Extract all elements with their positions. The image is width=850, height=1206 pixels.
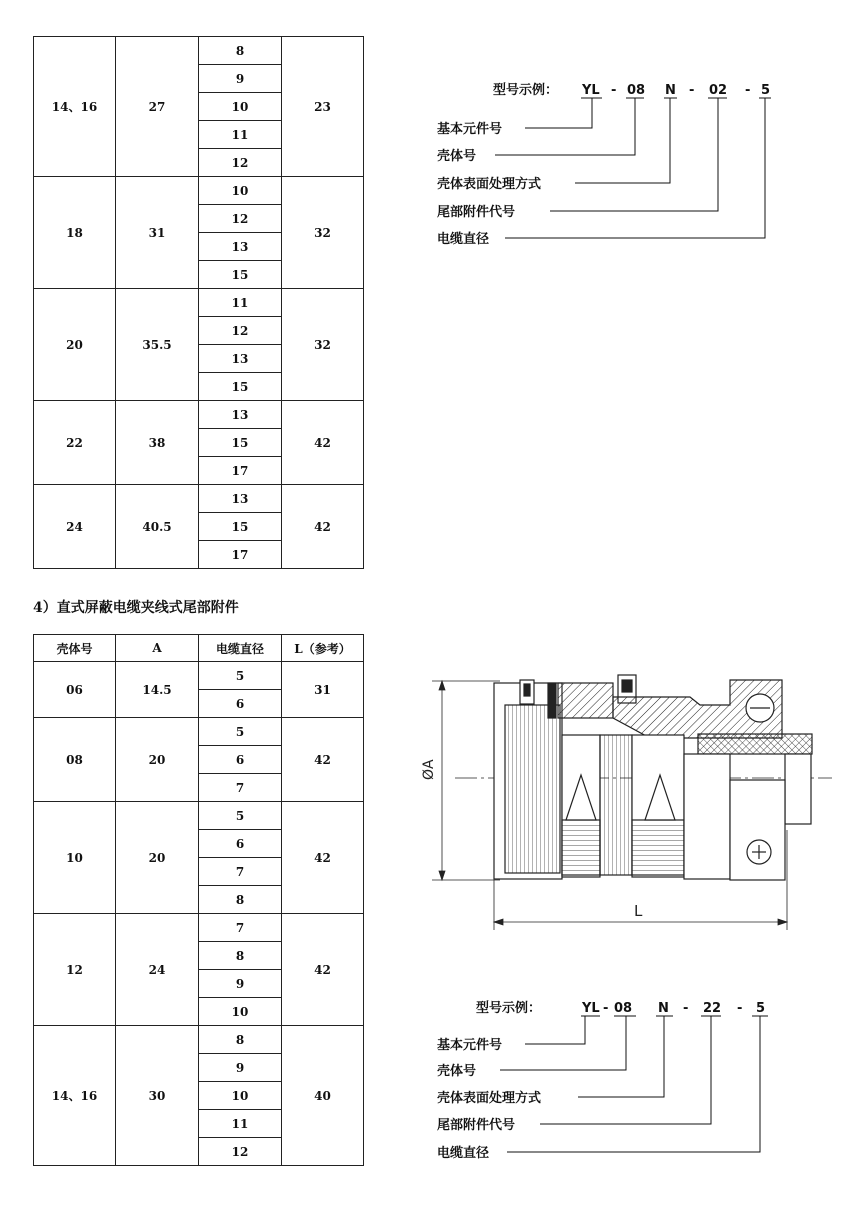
a-value-cell: 24 bbox=[116, 914, 199, 1026]
shell-cell: 08 bbox=[34, 718, 116, 802]
shell-cell: 06 bbox=[34, 662, 116, 718]
example2-label-accessory: 尾部附件代号 bbox=[437, 1118, 516, 1133]
example1-code-accessory: 02 bbox=[709, 83, 728, 98]
header-a: A bbox=[116, 635, 199, 662]
l-value-cell: 42 bbox=[282, 914, 364, 1026]
example1-code-finish: N bbox=[665, 83, 676, 98]
cable-diameter-cell: 8 bbox=[199, 1026, 282, 1054]
l-value-cell: 40 bbox=[282, 1026, 364, 1166]
cable-diameter-cell: 12 bbox=[199, 205, 282, 233]
example1-label-base: 基本元件号 bbox=[437, 122, 503, 137]
svg-text:-: - bbox=[611, 83, 617, 98]
l-value-cell: 42 bbox=[282, 718, 364, 802]
dim-l-label: L bbox=[634, 902, 643, 920]
l-value-cell: 31 bbox=[282, 662, 364, 718]
example1-label-cable: 电缆直径 bbox=[437, 232, 490, 247]
cable-diameter-cell: 6 bbox=[199, 746, 282, 774]
dim-a-label: ØA bbox=[421, 759, 437, 780]
cable-diameter-cell: 11 bbox=[199, 289, 282, 317]
cable-diameter-cell: 15 bbox=[199, 261, 282, 289]
a-value-cell: 35.5 bbox=[116, 289, 199, 401]
l-value-cell: 42 bbox=[282, 401, 364, 485]
a-value-cell: 20 bbox=[116, 802, 199, 914]
a-value-cell: 31 bbox=[116, 177, 199, 289]
example2-label-finish: 壳体表面处理方式 bbox=[437, 1091, 542, 1106]
a-value-cell: 14.5 bbox=[116, 662, 199, 718]
a-value-cell: 40.5 bbox=[116, 485, 199, 569]
cable-diameter-cell: 9 bbox=[199, 970, 282, 998]
cable-diameter-cell: 13 bbox=[199, 485, 282, 513]
svg-text:-: - bbox=[603, 1001, 609, 1016]
svg-text:-: - bbox=[745, 83, 751, 98]
cable-diameter-cell: 6 bbox=[199, 830, 282, 858]
example1-label-finish: 壳体表面处理方式 bbox=[437, 177, 542, 192]
example2-label-shell: 壳体号 bbox=[437, 1064, 477, 1079]
cable-diameter-cell: 8 bbox=[199, 942, 282, 970]
cable-diameter-cell: 12 bbox=[199, 317, 282, 345]
cable-diameter-cell: 12 bbox=[199, 1138, 282, 1166]
cable-diameter-cell: 8 bbox=[199, 886, 282, 914]
cable-diameter-cell: 6 bbox=[199, 690, 282, 718]
cable-diameter-cell: 8 bbox=[199, 37, 282, 65]
example2-code-accessory: 22 bbox=[703, 1001, 722, 1016]
example2-label-cable: 电缆直径 bbox=[437, 1146, 490, 1161]
l-value-cell: 23 bbox=[282, 37, 364, 177]
a-value-cell: 38 bbox=[116, 401, 199, 485]
cable-diameter-cell: 7 bbox=[199, 774, 282, 802]
cable-diameter-cell: 17 bbox=[199, 541, 282, 569]
l-value-cell: 32 bbox=[282, 289, 364, 401]
example1-title: 型号示例： bbox=[493, 83, 559, 98]
svg-text:-: - bbox=[737, 1001, 743, 1016]
cable-diameter-cell: 9 bbox=[199, 1054, 282, 1082]
model-example-2 bbox=[437, 1000, 768, 1161]
example2-code-base: YL bbox=[582, 1001, 600, 1016]
cable-diameter-cell: 5 bbox=[199, 662, 282, 690]
a-value-cell: 30 bbox=[116, 1026, 199, 1166]
l-value-cell: 42 bbox=[282, 802, 364, 914]
shell-cell: 14、16 bbox=[34, 1026, 116, 1166]
cable-diameter-cell: 7 bbox=[199, 914, 282, 942]
cable-diameter-cell: 12 bbox=[199, 149, 282, 177]
cable-diameter-cell: 13 bbox=[199, 401, 282, 429]
cable-diameter-cell: 15 bbox=[199, 429, 282, 457]
example1-label-accessory: 尾部附件代号 bbox=[437, 205, 516, 220]
cable-diameter-cell: 7 bbox=[199, 858, 282, 886]
cable-diameter-cell: 15 bbox=[199, 513, 282, 541]
cable-diameter-cell: 5 bbox=[199, 802, 282, 830]
cable-diameter-cell: 13 bbox=[199, 233, 282, 261]
example1-code-cable: 5 bbox=[761, 83, 771, 98]
shell-cell: 24 bbox=[34, 485, 116, 569]
example2-code-shell: 08 bbox=[614, 1001, 633, 1016]
header-cable: 电缆直径 bbox=[199, 635, 282, 662]
a-value-cell: 20 bbox=[116, 718, 199, 802]
cable-diameter-cell: 13 bbox=[199, 345, 282, 373]
header-shell: 壳体号 bbox=[34, 635, 116, 662]
cable-diameter-cell: 10 bbox=[199, 998, 282, 1026]
shell-cell: 18 bbox=[34, 177, 116, 289]
shell-cell: 14、16 bbox=[34, 37, 116, 177]
cable-diameter-cell: 10 bbox=[199, 1082, 282, 1110]
header-l: L（参考） bbox=[282, 635, 364, 662]
example1-code-base: YL bbox=[582, 83, 600, 98]
cable-diameter-cell: 11 bbox=[199, 121, 282, 149]
cable-diameter-cell: 15 bbox=[199, 373, 282, 401]
svg-text:-: - bbox=[689, 83, 695, 98]
cable-diameter-cell: 17 bbox=[199, 457, 282, 485]
example2-code-cable: 5 bbox=[756, 1001, 766, 1016]
example2-code-finish: N bbox=[658, 1001, 669, 1016]
model-example-1 bbox=[437, 82, 771, 247]
shell-cell: 20 bbox=[34, 289, 116, 401]
example2-label-base: 基本元件号 bbox=[437, 1038, 503, 1053]
example1-code-shell: 08 bbox=[627, 83, 646, 98]
shell-cell: 22 bbox=[34, 401, 116, 485]
a-value-cell: 27 bbox=[116, 37, 199, 177]
l-value-cell: 42 bbox=[282, 485, 364, 569]
cable-diameter-cell: 9 bbox=[199, 65, 282, 93]
cable-diameter-cell: 10 bbox=[199, 177, 282, 205]
example2-title: 型号示例： bbox=[476, 1001, 542, 1016]
section-4-title: 4）直式屏蔽电缆夹线式尾部附件 bbox=[33, 600, 239, 616]
cable-diameter-cell: 10 bbox=[199, 93, 282, 121]
cable-diameter-cell: 11 bbox=[199, 1110, 282, 1138]
l-value-cell: 32 bbox=[282, 177, 364, 289]
shell-cell: 10 bbox=[34, 802, 116, 914]
shell-cell: 12 bbox=[34, 914, 116, 1026]
cable-diameter-cell: 5 bbox=[199, 718, 282, 746]
svg-text:-: - bbox=[683, 1001, 689, 1016]
example1-label-shell: 壳体号 bbox=[437, 149, 477, 164]
accessory-drawing bbox=[421, 675, 832, 930]
